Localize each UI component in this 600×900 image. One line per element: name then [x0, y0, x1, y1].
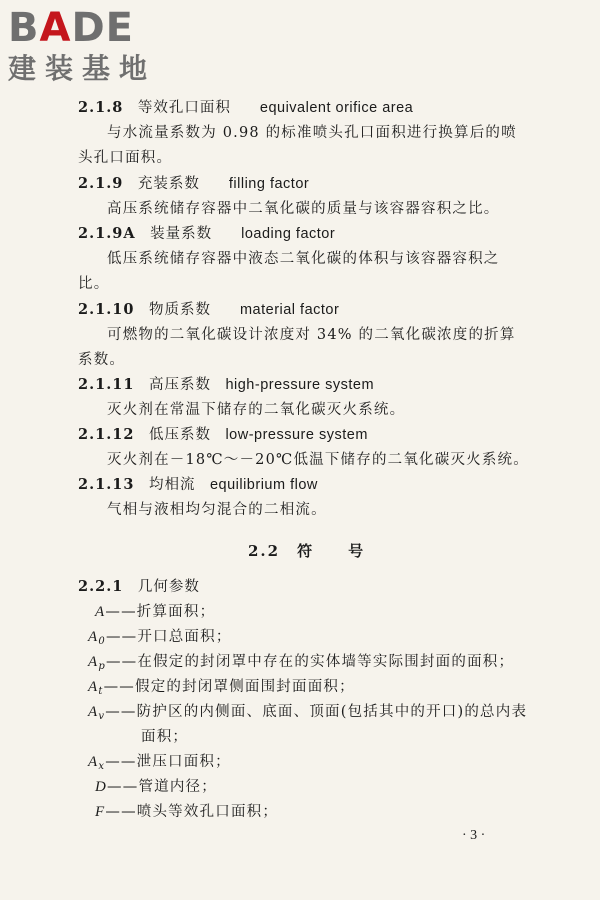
term-heading: 2.1.10 物质系数 material factor — [78, 301, 340, 318]
symbol-item: $A_t——$假定的封闭罩侧面围封面面积； — [88, 679, 355, 697]
subsection-heading: 2.2.1 几何参数 — [78, 578, 200, 595]
logo-subtitle: 建装基地 — [8, 52, 157, 85]
symbol-item: $A_p——$在假定的封闭罩中存在的实体墙等实际围封面的面积； — [88, 654, 515, 672]
symbol-item: $A_v——$防护区的内侧面、底面、顶面(包括其中的开口)的总内表 — [88, 704, 528, 722]
symbol-item: F——喷头等效孔口面积； — [95, 804, 279, 820]
term-definition: 灭火剂在常温下储存的二氧化碳灭火系统。 — [107, 402, 406, 418]
term-definition: 气相与液相均匀混合的二相流。 — [107, 502, 327, 518]
symbol-item: $A_x——$泄压口面积； — [88, 754, 231, 772]
term-definition: 系数。 — [78, 352, 126, 368]
term-heading: 2.1.9 充装系数 filling factor — [78, 175, 310, 192]
term-definition: 灭火剂在－18℃～－20℃低温下储存的二氧化碳灭火系统。 — [107, 452, 529, 468]
term-heading: 2.1.13 均相流 equilibrium flow — [78, 476, 318, 493]
term-definition: 与水流量系数为 0.98 的标准喷头孔口面积进行换算后的喷 — [107, 125, 517, 141]
term-definition: 可燃物的二氧化碳设计浓度对 34% 的二氧化碳浓度的折算 — [107, 327, 516, 343]
section-heading: 2.2 符 号 — [248, 542, 366, 560]
symbol-item: D——管道内径； — [95, 779, 217, 795]
term-heading: 2.1.8 等效孔口面积 equivalent orifice area — [78, 99, 414, 116]
symbol-item: $A_0——$开口总面积； — [88, 629, 232, 647]
page-number: · 3 · — [462, 828, 486, 843]
symbol-item-continuation: 面积； — [141, 729, 189, 745]
term-definition: 高压系统储存容器中二氧化碳的质量与该容器容积之比。 — [107, 201, 500, 217]
term-definition: 低压系统储存容器中液态二氧化碳的体积与该容器容积之 — [107, 251, 500, 267]
term-heading: 2.1.12 低压系数 low-pressure system — [78, 426, 368, 443]
logo-wordmark: BADE — [8, 5, 134, 51]
term-heading: 2.1.9A 装量系数 loading factor — [78, 225, 336, 242]
term-heading: 2.1.11 高压系数 high-pressure system — [78, 376, 375, 393]
bade-logo — [8, 6, 178, 86]
term-definition: 头孔口面积。 — [78, 150, 173, 166]
term-definition: 比。 — [78, 276, 110, 292]
symbol-item: A——折算面积； — [95, 604, 216, 620]
